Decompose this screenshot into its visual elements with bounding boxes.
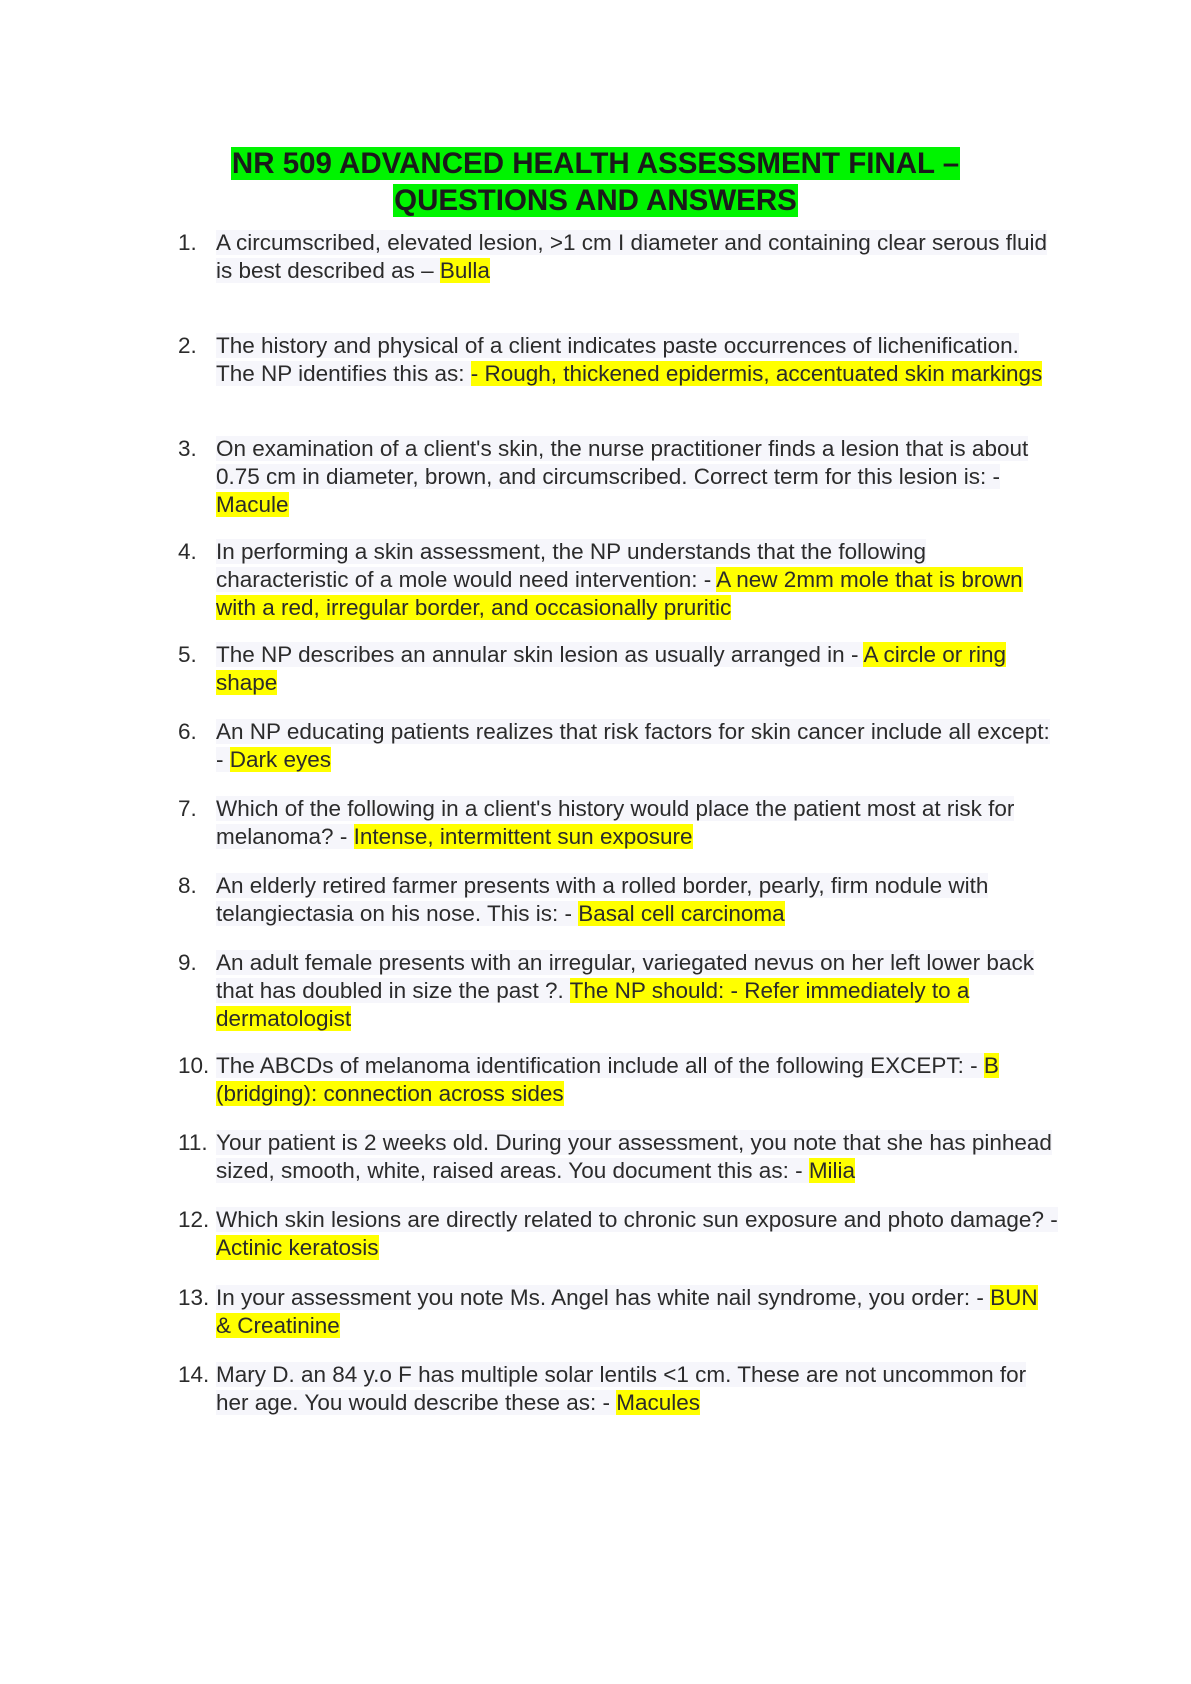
answer-highlight: BUN & Creatinine: [216, 1285, 1038, 1338]
question-number: 13.: [178, 1285, 210, 1310]
question-text: The NP describes an annular skin lesion as usually arranged in -: [216, 642, 864, 667]
question-number: 1.: [178, 230, 197, 255]
answer-highlight: Dark eyes: [229, 746, 332, 772]
question-number: 6.: [178, 719, 197, 744]
answer-highlight: The NP should: - Refer immediately to a dermatologist: [216, 977, 970, 1031]
question-text: Mary D. an 84 y.o F has multiple solar lentils <1 cm. These are not uncommon for her age. You would describe these as: -: [216, 1362, 1027, 1415]
answer-highlight: Macules: [616, 1389, 701, 1415]
question-text: The ABCDs of melanoma identification include all of the following EXCEPT: -: [216, 1053, 984, 1078]
document-title: [150, 145, 1041, 219]
question-text: Which of the following in a client's history would place the patient most at risk for melanoma? -: [216, 796, 1015, 849]
title-line-1: NR 509 ADVANCED HEALTH ASSESSMENT FINAL –: [231, 147, 960, 180]
question-text: An adult female presents with an irregular, variegated nevus on her left lower back that has doubled in size the past ?.: [216, 950, 1034, 1003]
question-number: 3.: [178, 436, 197, 461]
question-item-6: [178, 718, 1058, 774]
question-item-1: [178, 229, 1058, 285]
answer-highlight: A circle or ring shape: [216, 642, 1007, 695]
answer-highlight: Actinic keratosis: [216, 1234, 379, 1260]
question-item-3: [178, 435, 1058, 518]
question-item-10: [178, 1052, 1058, 1108]
title-line-2: QUESTIONS AND ANSWERS: [394, 184, 797, 217]
question-text: The history and physical of a client indicates paste occurrences of lichenification. The NP identifies this as:: [216, 333, 1019, 386]
answer-highlight: Milia: [808, 1157, 856, 1183]
question-number: 2.: [178, 333, 197, 358]
question-number: 10.: [178, 1053, 210, 1078]
question-item-9: [178, 949, 1058, 1032]
question-item-12: [178, 1206, 1058, 1262]
question-number: 9.: [178, 950, 197, 975]
question-number: 5.: [178, 642, 197, 667]
question-item-5: [178, 641, 1058, 697]
question-number: 12.: [178, 1207, 210, 1232]
question-item-14: [178, 1361, 1058, 1417]
answer-highlight: Intense, intermittent sun exposure: [353, 823, 693, 849]
question-number: 14.: [178, 1362, 210, 1387]
answer-highlight: - Rough, thickened epidermis, accentuated skin markings: [470, 360, 1043, 386]
question-text: A circumscribed, elevated lesion, >1 cm I diameter and containing clear serous fluid is best described as –: [216, 230, 1048, 283]
question-text: Your patient is 2 weeks old. During your assessment, you note that she has pinhead sized, smooth, white, raised areas. You document this as: -: [216, 1130, 1052, 1183]
question-item-8: [178, 872, 1058, 928]
answer-highlight: B (bridging): connection across sides: [216, 1053, 999, 1106]
question-item-4: [178, 538, 1058, 621]
question-item-7: [178, 795, 1058, 851]
answer-highlight: Macule: [216, 491, 289, 517]
answer-highlight: Basal cell carcinoma: [578, 900, 785, 926]
question-text: An elderly retired farmer presents with a rolled border, pearly, firm nodule with telangiectasia on his nose. This is: -: [216, 873, 989, 926]
answer-highlight: A new 2mm mole that is brown with a red, irregular border, and occasionally pruritic: [216, 566, 1023, 620]
question-number: 4.: [178, 539, 197, 564]
question-text: Which skin lesions are directly related to chronic sun exposure and photo damage? -: [216, 1207, 1058, 1232]
question-item-13: [178, 1284, 1058, 1340]
answer-highlight: Bulla: [439, 257, 490, 283]
question-number: 11.: [178, 1130, 208, 1155]
question-text: On examination of a client's skin, the nurse practitioner finds a lesion that is about 0.75 cm in diameter, brown, and circumscribed. Correct term for this lesion is: -: [216, 436, 1029, 489]
question-text: An NP educating patients realizes that risk factors for skin cancer include all except: -: [216, 719, 1050, 772]
question-text: In performing a skin assessment, the NP understands that the following characteristic of a mole would need intervention: -: [216, 539, 926, 592]
question-number: 8.: [178, 873, 197, 898]
question-item-2: [178, 332, 1058, 388]
question-number: 7.: [178, 796, 197, 821]
question-item-11: [178, 1129, 1058, 1185]
question-text: In your assessment you note Ms. Angel has white nail syndrome, you order: -: [216, 1285, 991, 1310]
